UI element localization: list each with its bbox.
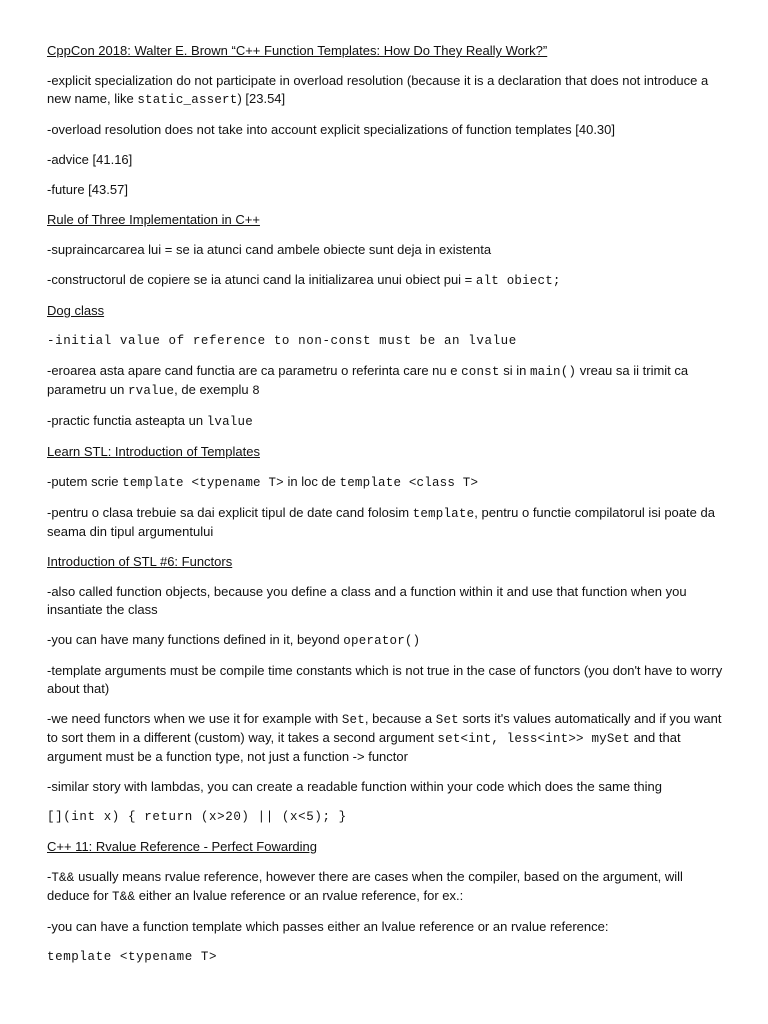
text-run: usually means rvalue reference, however there are cases when the compiler, based on the argument, will deduce for <box>47 869 683 903</box>
text-run: -constructorul de copiere se ia atunci cand la initializarea unui obiect pui = <box>47 272 476 287</box>
note-putem-scrie <box>47 473 728 492</box>
text-run: Learn STL: Introduction of Templates <box>47 444 260 459</box>
heading-rule-of-three <box>47 211 728 229</box>
inline-code: T&& <box>112 890 136 904</box>
text-run: ) [23.54] <box>237 91 286 106</box>
note-overload-resolution <box>47 121 728 139</box>
text-run: - <box>47 869 52 884</box>
inline-code: Set <box>435 713 459 727</box>
text-run: in loc de <box>283 474 340 489</box>
heading-functors <box>47 553 728 571</box>
note-we-need-functors <box>47 710 728 766</box>
inline-code: alt obiect; <box>475 274 561 288</box>
text-run: -template arguments must be compile time constants which is not true in the case of functors (you don't have to worry about that) <box>47 663 723 696</box>
note-function-template-passes <box>47 918 728 936</box>
inline-code: static_assert <box>137 93 238 107</box>
note-eroarea <box>47 362 728 400</box>
text-run: sorts it's values automatically and if you want to sort them in a different (custom) way, it takes a second argument <box>47 711 722 745</box>
text-run: -we need functors when we use it for example with <box>47 711 342 726</box>
text-run: -explicit specialization do not participate in overload resolution (because it is a declaration that does not introduce a new name, like <box>47 73 709 106</box>
note-lambdas <box>47 778 728 796</box>
text-run: C++ 11: Rvalue Reference - Perfect Fowarding <box>47 839 318 854</box>
note-template-arguments <box>47 662 728 698</box>
note-t-ref-ref <box>47 868 728 906</box>
note-supraincarcarea <box>47 241 728 259</box>
inline-code: T&& <box>51 871 75 885</box>
text-run: -supraincarcarea lui = se ia atunci cand ambele obiecte sunt deja in existenta <box>47 242 492 257</box>
text-run: either an lvalue reference or an rvalue reference, for ex.: <box>135 888 464 903</box>
text-run: , pentru o functie compilatorul isi poate da seama din tipul argumentului <box>47 505 715 539</box>
heading-cppcon <box>47 42 728 60</box>
text-run: Introduction of STL #6: Functors <box>47 554 233 569</box>
text-run: -you can have a function template which passes either an lvalue reference or an rvalue reference: <box>47 919 609 934</box>
text-run: -advice [41.16] <box>47 152 133 167</box>
text-run: [](int x) { return (x>20) || (x<5); } <box>47 810 347 824</box>
note-constructorul-de-copiere <box>47 271 728 290</box>
note-future <box>47 181 728 199</box>
heading-dog-class <box>47 302 728 320</box>
inline-code: template <typename T> <box>122 476 284 490</box>
text-run: -pentru o clasa trebuie sa dai explicit tipul de date cand folosim <box>47 505 413 520</box>
inline-code: lvalue <box>206 415 253 429</box>
text-run: , because a <box>364 711 436 726</box>
text-run: -overload resolution does not take into account explicit specializations of function templates [40.30] <box>47 122 616 137</box>
inline-code: template <class T> <box>339 476 479 490</box>
code-template-typename <box>47 948 728 966</box>
text-run: -putem scrie <box>47 474 123 489</box>
inline-code: Set <box>341 713 365 727</box>
text-run: -also called function objects, because you define a class and a function within it and use that function when you insantiate the class <box>47 584 687 617</box>
text-run: Rule of Three Implementation in C++ <box>47 212 260 227</box>
text-run: -initial value of reference to non-const must be an lvalue <box>47 334 517 348</box>
text-run: CppCon 2018: Walter E. Brown “C++ Function Templates: How Do They Really Work?” <box>47 43 548 58</box>
inline-code: operator() <box>343 634 421 648</box>
note-explicit-specialization <box>47 72 728 109</box>
inline-code: 8 <box>252 384 260 398</box>
text-run: -similar story with lambdas, you can create a readable function within your code which does the same thing <box>47 779 662 794</box>
heading-learn-stl <box>47 443 728 461</box>
inline-code: template <box>412 507 475 521</box>
text-run: -eroarea asta apare cand functia are ca parametru o referinta care nu e <box>47 363 462 378</box>
text-run: and that argument must be a function type, not just a function -> functor <box>47 730 681 764</box>
text-run: vreau sa ii trimit ca parametru un <box>47 363 689 397</box>
note-many-functions <box>47 631 728 650</box>
inline-code: rvalue <box>127 384 175 398</box>
heading-rvalue-reference <box>47 838 728 856</box>
text-run: -you can have many functions defined in it, beyond <box>47 632 344 647</box>
text-run: -practic functia asteapta un <box>47 413 207 428</box>
text-run: si in <box>499 363 530 378</box>
text-run: -future [43.57] <box>47 182 128 197</box>
note-practic <box>47 412 728 431</box>
inline-code: const <box>461 365 500 379</box>
note-function-objects <box>47 583 728 619</box>
text-run: , de exemplu <box>174 382 253 397</box>
code-lambda <box>47 808 728 826</box>
note-advice <box>47 151 728 169</box>
code-initial-value <box>47 332 728 350</box>
note-pentru-o-clasa <box>47 504 728 541</box>
inline-code: main() <box>529 365 577 379</box>
text-run: Dog class <box>47 303 105 318</box>
inline-code: set<int, less<int>> mySet <box>437 732 630 746</box>
text-run: template <typename T> <box>47 950 218 964</box>
